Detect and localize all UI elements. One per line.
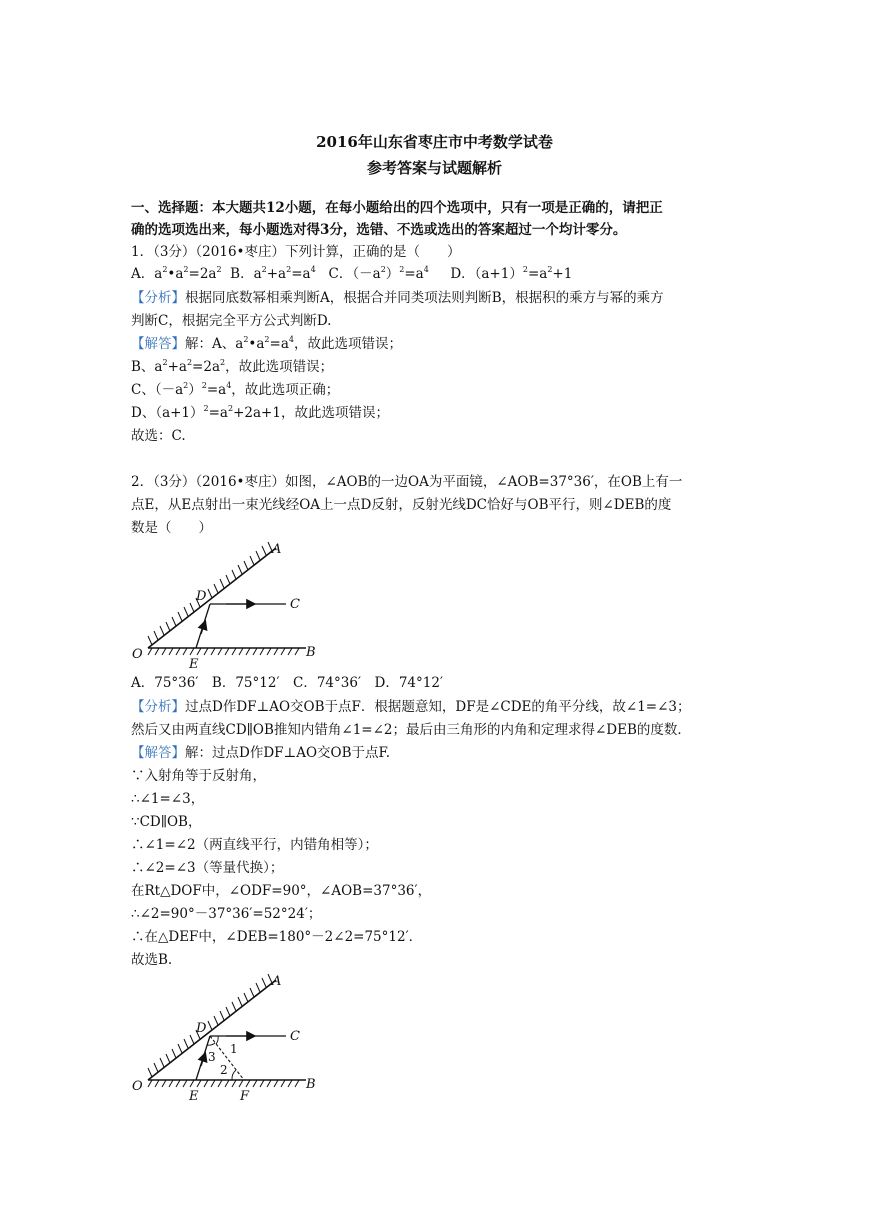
q2-answer: 故选B. — [131, 952, 173, 968]
mirror-hatching-ob — [148, 648, 299, 655]
label-d: D — [196, 589, 207, 604]
q2-analysis-1: 【分析】过点D作DF⊥AO交OB于点F．根据题意知，DF是∠CDE的角平分线，故∠1=∠3； — [131, 699, 691, 715]
label-f: F — [240, 1089, 250, 1102]
label-e: E — [189, 1089, 199, 1102]
label-e: E — [189, 657, 199, 670]
q2-stem-2: 点E，从E点射出一束光线经OA上一点D反射，反射光线DC恰好与OB平行，则∠DEB的度 — [131, 497, 672, 513]
label-a: A — [272, 542, 282, 557]
q1-solution-c: C、$(-a^2)^2=a^4$，故此选项正确； — [131, 381, 340, 398]
q2-solution-5: ∴∠1=∠2（两直线平行，内错角相等）； — [131, 837, 378, 853]
label-b: B — [306, 1077, 316, 1092]
label-angle-1: 1 — [230, 1042, 238, 1056]
angle-arc-1 — [216, 1036, 218, 1044]
mirror-hatching-ob — [148, 1080, 299, 1087]
arrow-ed — [201, 622, 205, 634]
q2-analysis-2: 然后又由两直线CD∥OB推知内错角∠1=∠2；最后由三角形的内角和定理求得∠DEB的度数． — [131, 722, 691, 738]
q1-answer: 故选：C. — [131, 428, 186, 444]
section-heading-2: 确的选项选出来，每小题选对得3分，选错、不选或选出的答案超过一个均计零分。 — [131, 222, 627, 238]
label-a: A — [272, 974, 282, 989]
label-c: C — [290, 1029, 300, 1044]
q2-solution-1: 【解答】解：过点D作DF⊥AO交OB于点F. — [131, 745, 391, 761]
arrow-ed — [201, 1054, 205, 1066]
label-d: D — [196, 1021, 207, 1036]
solution-tag: 【解答】 — [131, 745, 185, 761]
q2-stem-1: 2．（3分）（2016•枣庄）如图，∠AOB的一边OA为平面镜，∠AOB=37°36′，在OB上有一 — [131, 474, 683, 490]
q2-solution-8: ∴∠2=90°－37°36′=52°24′； — [131, 906, 322, 922]
analysis-tag: 【分析】 — [131, 290, 185, 306]
q2-solution-2: ∵入射角等于反射角， — [131, 768, 266, 784]
q1-solution-d: D、$(a+1)^2=a^2+2a+1$，故此选项错误； — [131, 404, 389, 421]
label-b: B — [306, 645, 316, 660]
q1-analysis-2: 判断C，根据完全平方公式判断D. — [131, 313, 332, 329]
solution-tag: 【解答】 — [131, 336, 185, 352]
q2-stem-3: 数是（ ） — [131, 520, 212, 536]
q2-solution-9: ∴在△DEF中，∠DEB=180°－2∠2=75°12′． — [131, 929, 423, 945]
q2-solution-3: ∴∠1=∠3， — [131, 791, 205, 807]
q2-options: A．75°36′ B．75°12′ C．74°36′ D．74°12′ — [131, 675, 444, 691]
q2-solution-7: 在Rt△DOF中，∠ODF=90°，∠AOB=37°36′， — [131, 883, 432, 899]
figure-2 — [126, 972, 326, 1102]
q1-analysis-1: 【分析】根据同底数幂相乘判断A，根据合并同类项法则判断B，根据积的乘方与幂的乘方 — [131, 290, 664, 306]
q2-solution-4: ∵CD∥OB， — [131, 814, 202, 830]
q1-stem: 1．（3分）（2016•枣庄）下列计算，正确的是（ ） — [131, 244, 461, 260]
label-angle-3: 3 — [208, 1050, 216, 1064]
doc-subtitle: 参考答案与试题解析 — [366, 159, 502, 177]
label-c: C — [290, 597, 300, 612]
q1-solution-a: 【解答】解：A、$a^2•a^2=a^4$，故此选项错误； — [131, 335, 402, 352]
q1-options: A．$a^2•a^2=2a^2$ B．$a^2+a^2=a^4$ C．$(-a^2)^2=a^4$ D．$(a+1)^2=a^2+1$ — [131, 265, 573, 282]
doc-title: 2016年山东省枣庄市中考数学试卷 — [316, 133, 553, 151]
analysis-tag: 【分析】 — [131, 699, 185, 715]
label-angle-2: 2 — [220, 1063, 228, 1077]
label-o: O — [132, 1079, 143, 1094]
angle-arc-2 — [232, 1070, 236, 1080]
figure-1 — [126, 540, 326, 670]
q1-solution-b: B、$a^2+a^2=2a^2$，故此选项错误； — [131, 358, 334, 375]
label-o: O — [132, 647, 143, 662]
section-heading-1: 一、选择题：本大题共12小题，在每小题给出的四个选项中，只有一项是正确的，请把正 — [131, 200, 663, 216]
mirror-hatching-oa — [148, 542, 272, 645]
q2-solution-6: ∴∠2=∠3（等量代换）； — [131, 860, 284, 876]
